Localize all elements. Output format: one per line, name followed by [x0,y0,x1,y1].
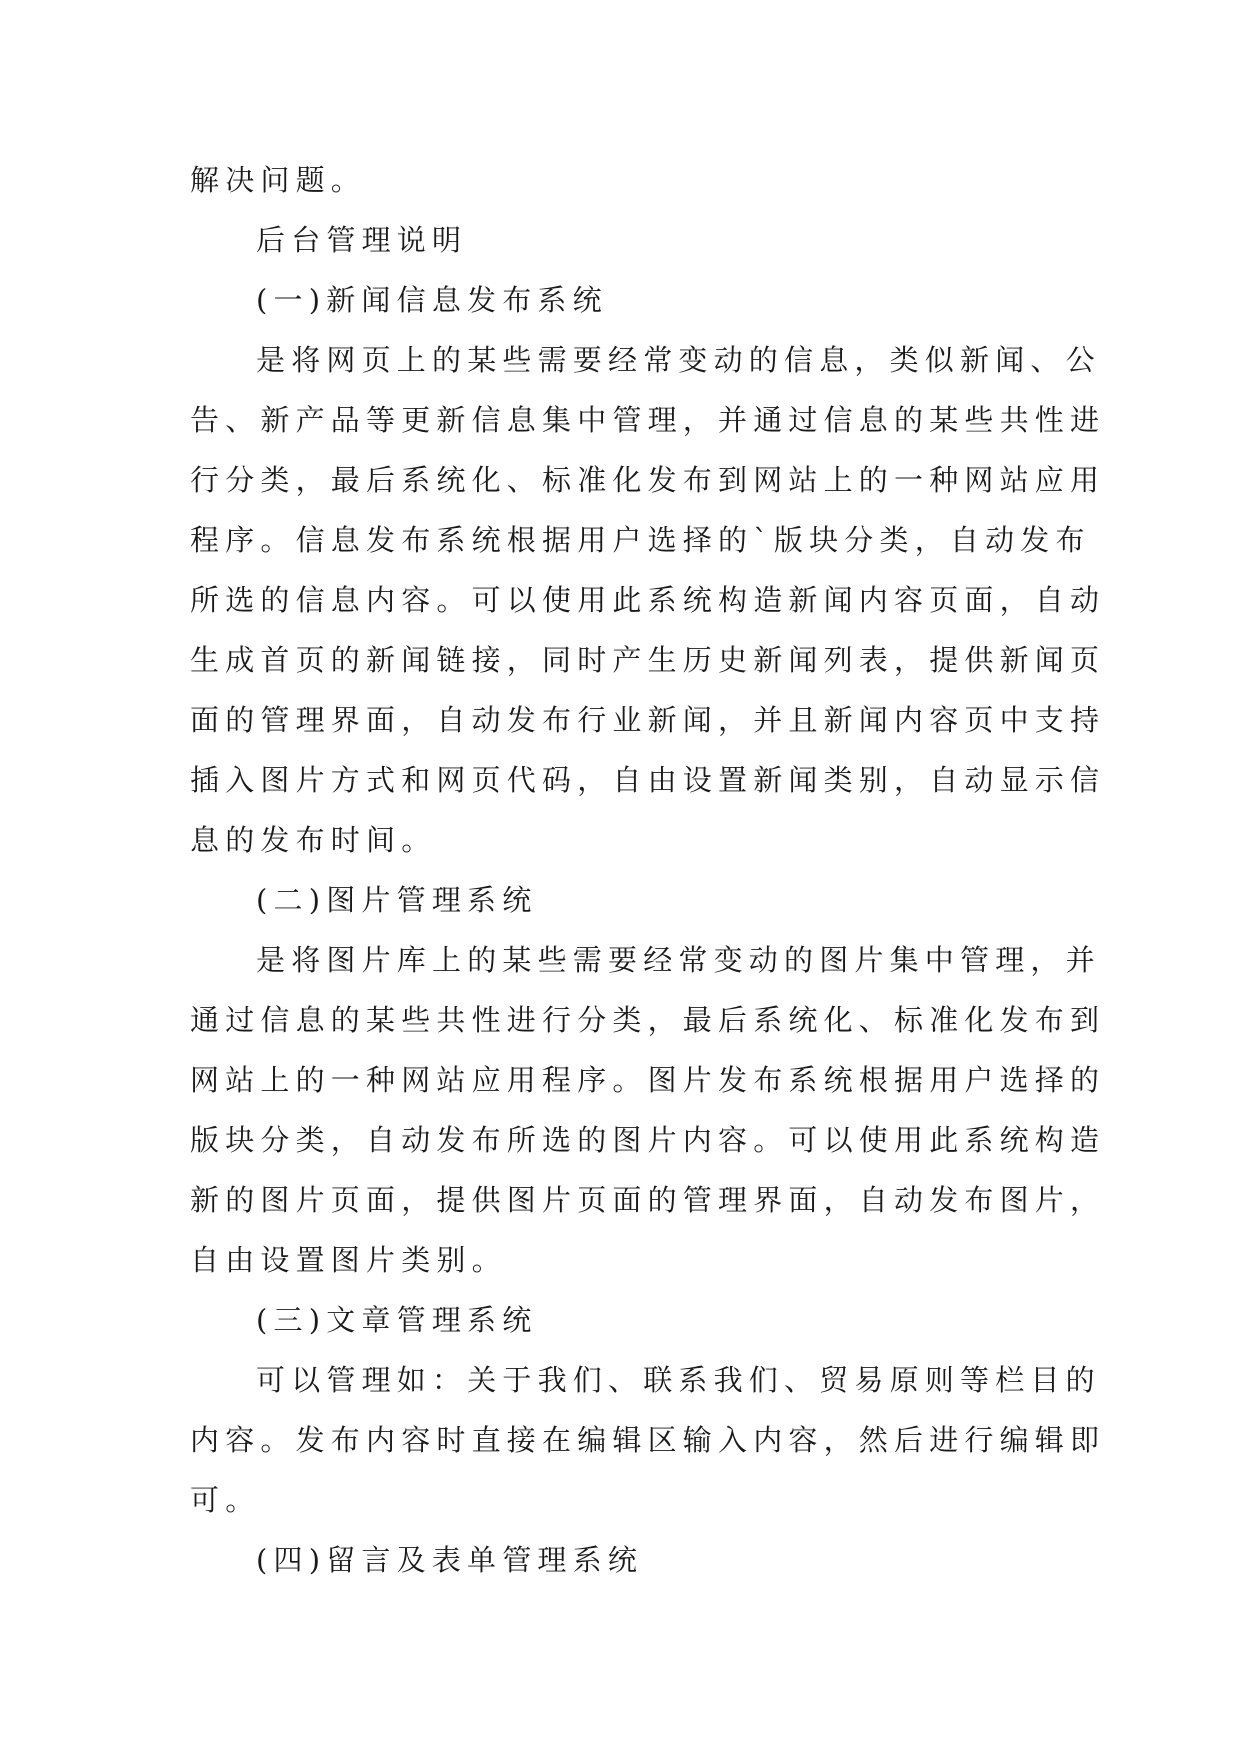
paragraph-line: 解决问题。 [190,163,367,197]
section-title: (四)留言及表单管理系统 [256,1543,644,1577]
paragraph-line: 所选的信息内容。可以使用此系统构造新闻内容页面，自动 [190,583,1106,617]
section-title: (三)文章管理系统 [256,1303,538,1337]
paragraph-line: 息的发布时间。 [190,823,437,857]
paragraph-line: 新的图片页面，提供图片页面的管理界面，自动发布图片， [190,1183,1106,1217]
paragraph-line: 程序。信息发布系统根据用户选择的`版块分类，自动发布 [190,523,1091,557]
paragraph-line: 面的管理界面，自动发布行业新闻，并且新闻内容页中支持 [190,703,1106,737]
paragraph-line: 内容。发布内容时直接在编辑区输入内容，然后进行编辑即 [190,1423,1106,1457]
document-page [190,150,1106,1590]
paragraph-line: 生成首页的新闻链接，同时产生历史新闻列表，提供新闻页 [190,643,1106,677]
paragraph-line: 是将图片库上的某些需要经常变动的图片集中管理，并 [256,943,1101,977]
paragraph-line: 可以管理如：关于我们、联系我们、贸易原则等栏目的 [256,1363,1101,1397]
section-title: (二)图片管理系统 [256,883,538,917]
paragraph-line: 行分类，最后系统化、标准化发布到网站上的一种网站应用 [190,463,1106,497]
paragraph-line: 告、新产品等更新信息集中管理，并通过信息的某些共性进 [190,403,1106,437]
paragraph-line: 版块分类，自动发布所选的图片内容。可以使用此系统构造 [190,1123,1106,1157]
paragraph-line: 插入图片方式和网页代码，自由设置新闻类别，自动显示信 [190,763,1106,797]
paragraph-line: 网站上的一种网站应用程序。图片发布系统根据用户选择的 [190,1063,1106,1097]
paragraph-line: 可。 [190,1483,261,1517]
paragraph-line: 是将网页上的某些需要经常变动的信息，类似新闻、公 [256,343,1101,377]
section-heading: 后台管理说明 [256,223,468,257]
section-title: (一)新闻信息发布系统 [256,283,608,317]
paragraph-line: 自由设置图片类别。 [190,1243,507,1277]
paragraph-line: 通过信息的某些共性进行分类，最后系统化、标准化发布到 [190,1003,1106,1037]
